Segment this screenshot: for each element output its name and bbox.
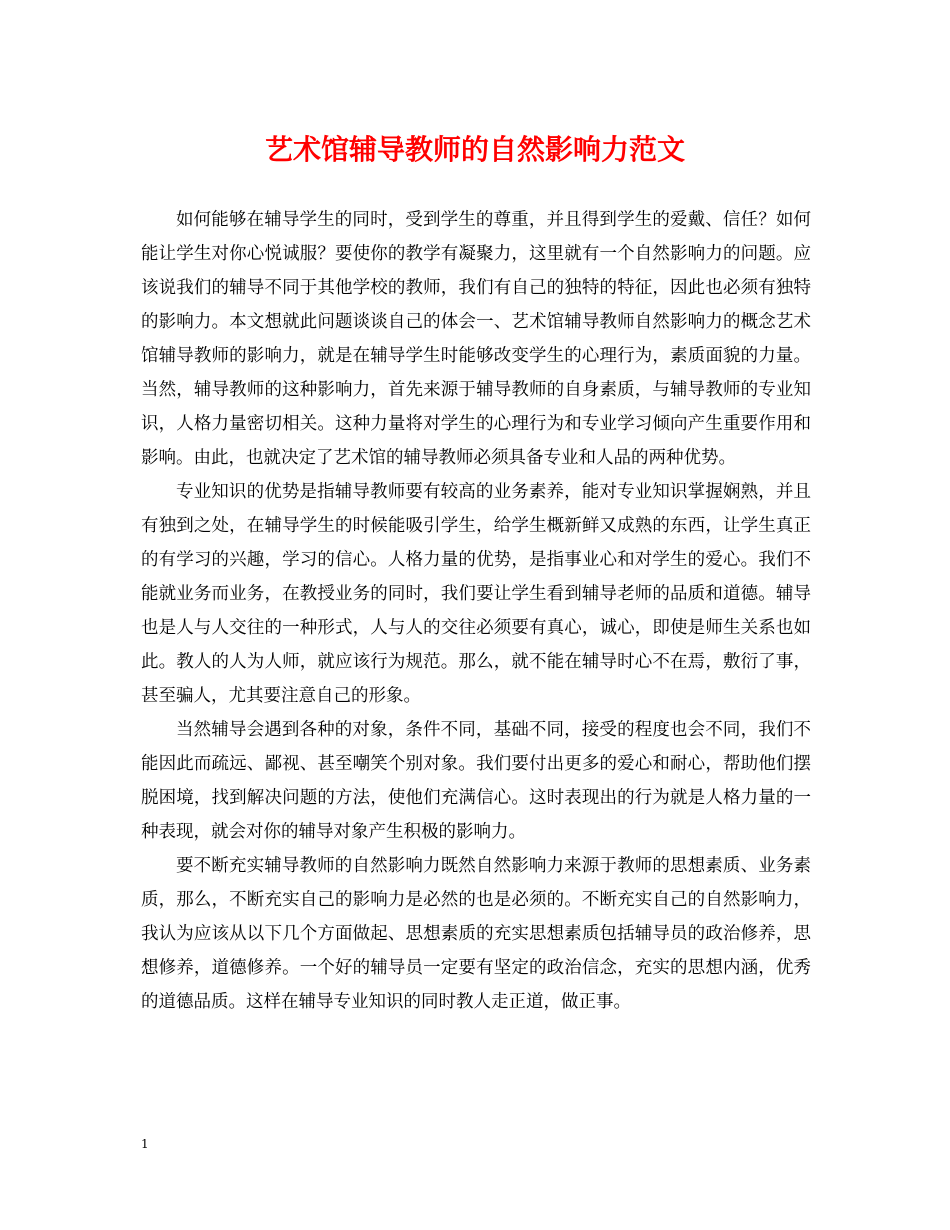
page-number: 1 — [141, 1137, 149, 1151]
paragraph-4: 要不断充实辅导教师的自然影响力既然自然影响力来源于教师的思想素质、业务素质，那么，不断充实自己的影响力是必然的也是必须的。不断充实自己的自然影响力，我认为应该从以下几个方面做起、思想素质的充实思想素质包括辅导员的政治修养，思想修养，道德修养。一个好的辅导员一定要有坚定的政治信念，充实的思想内涵，优秀的道德品质。这样在辅导专业知识的同时教人走正道，做正事。 — [141, 856, 811, 1012]
document-title: 艺术馆辅导教师的自然影响力范文 — [264, 133, 685, 166]
paragraph-2: 专业知识的优势是指辅导教师要有较高的业务素养，能对专业知识掌握娴熟，并且有独到之处，在辅导学生的时候能吸引学生，给学生概新鲜又成熟的东西，让学生真正的有学习的兴趣，学习的信心。人格力量的优势，是指事业心和对学生的爱心。我们不能就业务而业务，在教授业务的同时，我们要让学生看到辅导老师的品质和道德。辅导也是人与人交往的一种形式，人与人的交往必须要有真心，诚心，即使是师生关系也如此。教人的人为人师，就应该行为规范。那么，就不能在辅导时心不在焉，敷衍了事，甚至骗人，尤其要注意自己的形象。 — [141, 482, 811, 706]
paragraph-1: 如何能够在辅导学生的同时，受到学生的尊重，并且得到学生的爱戴、信任？如何能让学生对你心悦诚服？要使你的教学有凝聚力，这里就有一个自然影响力的问题。应该说我们的辅导不同于其他学校的教师，我们有自己的独特的特征，因此也必须有独特的影响力。本文想就此问题谈谈自己的体会一、艺术馆辅导教师自然影响力的概念艺术馆辅导教师的影响力，就是在辅导学生时能够改变学生的心理行为，素质面貌的力量。当然，辅导教师的这种影响力，首先来源于辅导教师的自身素质，与辅导教师的专业知识，人格力量密切相关。这种力量将对学生的心理行为和专业学习倾向产生重要作用和影响。由此，也就决定了艺术馆的辅导教师必须具备专业和人品的两种优势。 — [141, 210, 811, 468]
document-body — [141, 203, 811, 1019]
paragraph-3: 当然辅导会遇到各种的对象，条件不同，基础不同，接受的程度也会不同，我们不能因此而疏远、鄙视、甚至嘲笑个别对象。我们要付出更多的爱心和耐心，帮助他们摆脱困境，找到解决问题的方法，使他们充满信心。这时表现出的行为就是人格力量的一种表现，就会对你的辅导对象产生积极的影响力。 — [141, 720, 811, 842]
